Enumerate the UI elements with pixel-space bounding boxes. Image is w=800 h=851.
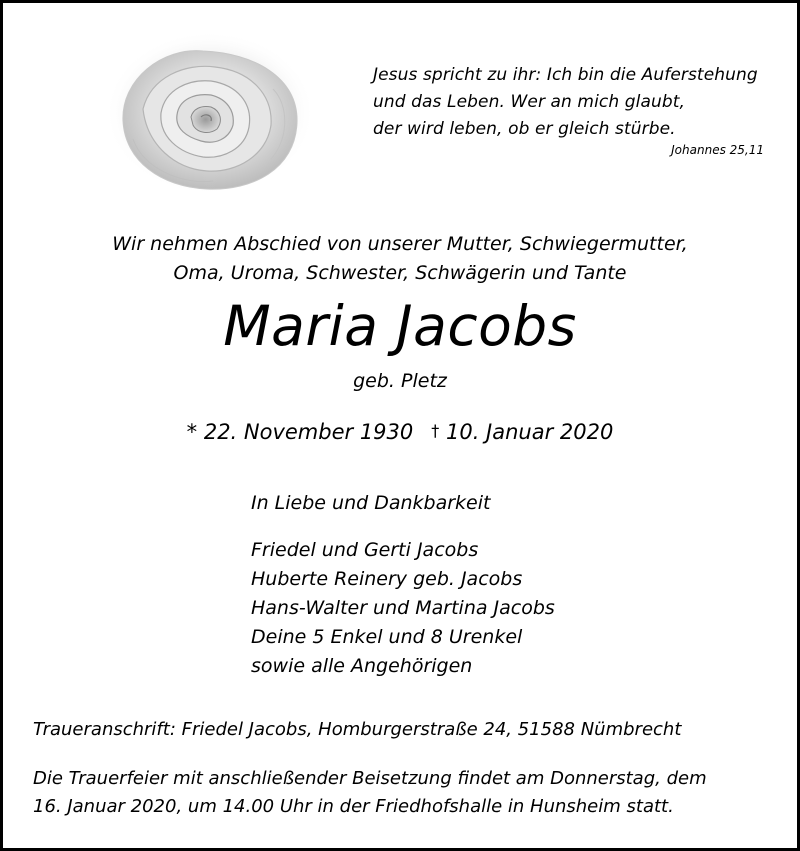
- funeral-info: [33, 765, 707, 821]
- mourner-entry: Huberte Reinery geb. Jacobs: [251, 568, 523, 590]
- verse-line: der wird leben, ob er gleich stürbe.: [373, 119, 676, 139]
- birth-date: * 22. November 1930: [186, 420, 414, 444]
- farewell-intro: [3, 230, 797, 288]
- death-cross-icon: †: [431, 421, 440, 440]
- intro-line: Wir nehmen Abschied von unserer Mutter, Schwiegermutter,: [112, 233, 688, 255]
- death-date: 10. Januar 2020: [445, 420, 614, 444]
- mourner-entry: Friedel und Gerti Jacobs: [251, 539, 479, 561]
- mourners-heading: In Liebe und Dankbarkeit: [251, 492, 491, 514]
- rose-image: [103, 29, 318, 197]
- verse-line: und das Leben. Wer an mich glaubt,: [373, 92, 686, 112]
- mourner-entry: Hans-Walter und Martina Jacobs: [251, 597, 555, 619]
- ceremony-line: 16. Januar 2020, um 14.00 Uhr in der Friedhofshalle in Hunsheim statt.: [33, 796, 674, 817]
- ceremony-line: Die Trauerfeier mit anschließender Beisetzung findet am Donnerstag, dem: [33, 768, 707, 789]
- mourners-list: [251, 536, 555, 681]
- maiden-name: geb. Pletz: [353, 370, 447, 392]
- bible-verse: [373, 62, 758, 143]
- life-dates: [3, 416, 797, 447]
- mourning-address: Traueranschrift: Friedel Jacobs, Homburgerstraße 24, 51588 Nümbrecht: [33, 719, 682, 740]
- verse-line: Jesus spricht zu ihr: Ich bin die Auferstehung: [373, 65, 758, 85]
- mourner-entry: Deine 5 Enkel und 8 Urenkel: [251, 626, 523, 648]
- verse-reference: Johannes 25,11: [671, 143, 764, 157]
- deceased-name: Maria Jacobs: [223, 294, 577, 358]
- mourner-entry: sowie alle Angehörigen: [251, 655, 473, 677]
- intro-line: Oma, Uroma, Schwester, Schwägerin und Tante: [173, 262, 627, 284]
